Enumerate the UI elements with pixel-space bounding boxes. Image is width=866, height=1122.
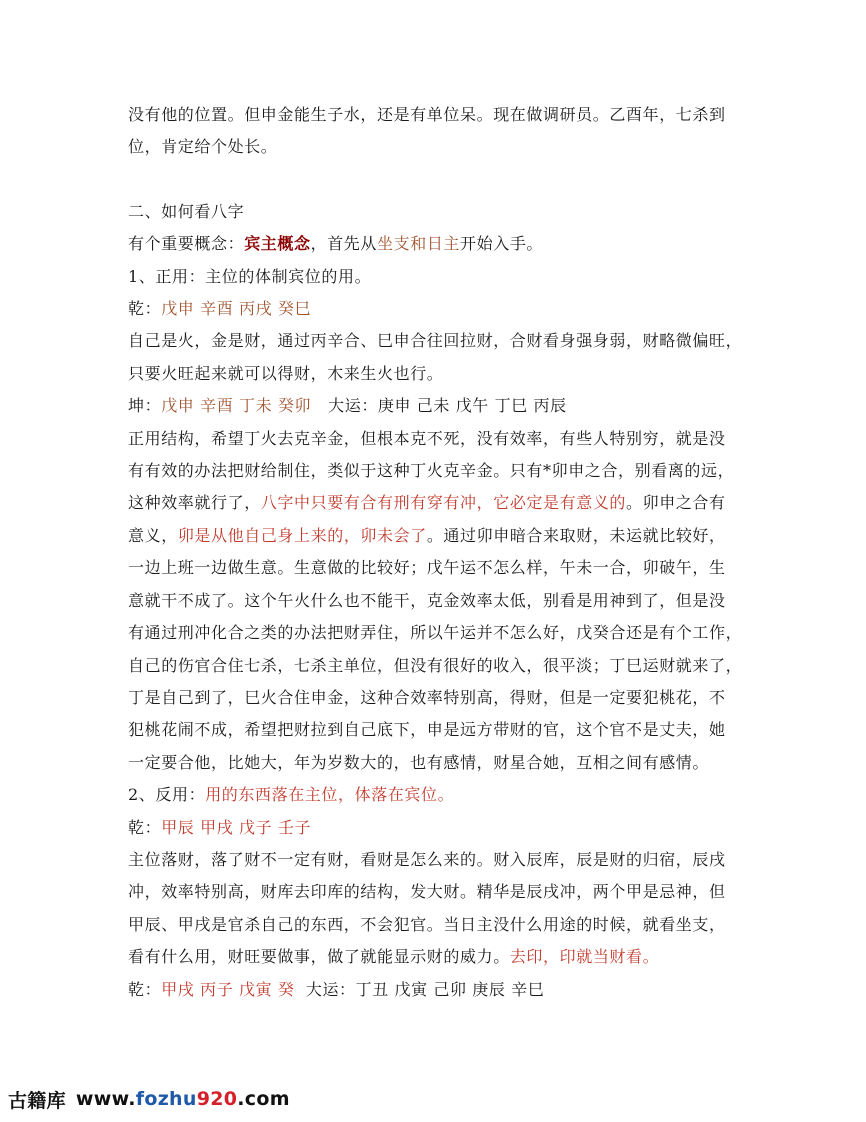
text-line <box>128 423 748 455</box>
text-span: 意就干不成了。这个午火什么也不能干，克金效率太低，别看是用神到了，但是没 <box>128 590 726 610</box>
bazi-chart: 甲辰 甲戌 戊子 壬子 <box>161 817 312 837</box>
highlight-text: 用的东西落在主位，体落在宾位。 <box>205 785 455 805</box>
bazi-chart: 戊申 辛酉 丙戌 癸巳 <box>161 299 312 319</box>
text-line <box>128 585 748 617</box>
text-line-2 <box>128 131 748 163</box>
luck-cycle: 大运：庚申 己未 戊午 丁巳 丙辰 <box>311 396 567 416</box>
footer-url-suffix: .com <box>237 1088 290 1110</box>
chart-example-1 <box>128 293 748 325</box>
text-span: 1、正用：主位的体制宾位的用。 <box>128 266 372 286</box>
highlight-text: 坐支和日主 <box>377 234 461 254</box>
gender-label: 乾： <box>128 817 162 837</box>
text-span: 一定要合他，比她大，年为岁数大的，也有感情，财星合她，互相之间有感情。 <box>128 752 710 772</box>
text-span: 有有效的办法把财给制住，类似于这种丁火克辛金。只有*卯申之合，别看离的远， <box>128 461 735 481</box>
text-span: 自己是火，金是财，通过丙辛合、巳申合往回拉财，合财看身强身弱，财略微偏旺， <box>128 331 743 351</box>
footer-brand: 古籍库 <box>8 1089 66 1112</box>
highlight-text: 八字中只要有合有刑有穿有冲，它必定是有意义的 <box>260 493 627 513</box>
text-span: 。通过卯申暗合来取财，未运就比较好， <box>426 525 726 545</box>
concept-line <box>128 228 748 260</box>
text-line <box>128 909 748 941</box>
luck-cycle: 大运：丁丑 戊寅 己卯 庚辰 辛巳 <box>294 979 545 999</box>
gender-label: 坤： <box>128 396 162 416</box>
text-span: 有通过刑冲化合之类的办法把财弄住，所以午运并不怎么好，戊癸合还是有个工作， <box>128 623 743 643</box>
text-line <box>128 682 748 714</box>
text-line <box>128 358 748 390</box>
text-span: 只要火旺起来就可以得财，木来生火也行。 <box>128 363 444 383</box>
text-span: 2、反用： <box>128 785 206 805</box>
section-heading <box>128 196 748 228</box>
subheading-reverse-use <box>128 779 748 811</box>
text-span: 意义， <box>128 525 178 545</box>
text-line <box>128 941 748 973</box>
text-span: 有个重要概念： <box>128 234 245 254</box>
footer-watermark <box>8 1084 290 1114</box>
bazi-chart: 戊申 辛酉 丁未 癸卯 <box>161 396 312 416</box>
text-span: 开始入手。 <box>460 234 544 254</box>
text-line <box>128 714 748 746</box>
text-span: 看有什么用，财旺要做事，做了就能显示财的威力。 <box>128 947 510 967</box>
text-line <box>128 617 748 649</box>
highlight-text: 去印，印就当财看。 <box>509 947 660 967</box>
gender-label: 乾： <box>128 299 162 319</box>
text-span: 主位落财，落了财不一定有财，看财是怎么来的。财入辰库，辰是财的归宿，辰戌 <box>128 849 726 869</box>
text-line <box>128 552 748 584</box>
text-span: 正用结构，希望丁火去克辛金，但根本克不死，没有效率，有些人特别穷，就是没 <box>128 428 726 448</box>
text-line <box>128 520 748 552</box>
text-span: 自己的伤官合住七杀，七杀主单位，但没有很好的收入，很平淡；丁巳运财就来了， <box>128 655 743 675</box>
highlight-text: 卯是从他自己身上来的，卯未会了 <box>177 525 427 545</box>
text-line <box>128 876 748 908</box>
footer-url-prefix: www. <box>75 1088 136 1110</box>
text-span: 没有他的位置。但申金能生子水，还是有单位呆。现在做调研员。乙酉年，七杀到 <box>128 105 726 124</box>
text-span: 。卯申之合有 <box>626 493 726 513</box>
bazi-chart: 甲戌 丙子 戊寅 癸 <box>161 979 295 999</box>
text-line <box>128 844 748 876</box>
section-heading-text: 二、如何看八字 <box>128 201 245 221</box>
text-span: 丁是自己到了，巳火合住申金，这种合效率特别高，得财，但是一定要犯桃花，不 <box>128 687 726 707</box>
key-concept: 宾主概念 <box>244 234 311 254</box>
document-body <box>128 99 748 1006</box>
text-span: 这种效率就行了， <box>128 493 261 513</box>
text-line <box>128 650 748 682</box>
gender-label: 乾： <box>128 979 162 999</box>
text-span: 一边上班一边做生意。生意做的比较好；戊午运不怎么样，午未一合，卯破午，生 <box>128 558 726 578</box>
chart-example-3 <box>128 812 748 844</box>
chart-example-2 <box>128 390 748 422</box>
text-line <box>128 487 748 519</box>
text-span: 犯桃花闹不成，希望把财拉到自己底下，申是远方带财的官，这个官不是丈夫，她 <box>128 720 726 740</box>
text-line <box>128 455 748 487</box>
text-span: ，首先从 <box>310 234 378 254</box>
chart-example-4 <box>128 974 748 1006</box>
text-line <box>128 325 748 357</box>
footer-url-part: fozhu <box>135 1088 197 1110</box>
paragraph-gap <box>128 164 748 196</box>
text-span: 冲，效率特别高，财库去印库的结构，发大财。精华是辰戌冲，两个甲是忌神，但 <box>128 882 726 902</box>
footer-url-part: 920 <box>196 1088 238 1110</box>
text-span: 甲辰、甲戌是官杀自己的东西，不会犯官。当日主没什么用途的时候，就看坐支， <box>128 914 726 934</box>
subheading-positive-use <box>128 261 748 293</box>
text-span: 位，肯定给个处长。 <box>128 137 278 157</box>
text-line-1 <box>128 99 748 131</box>
text-line <box>128 747 748 779</box>
